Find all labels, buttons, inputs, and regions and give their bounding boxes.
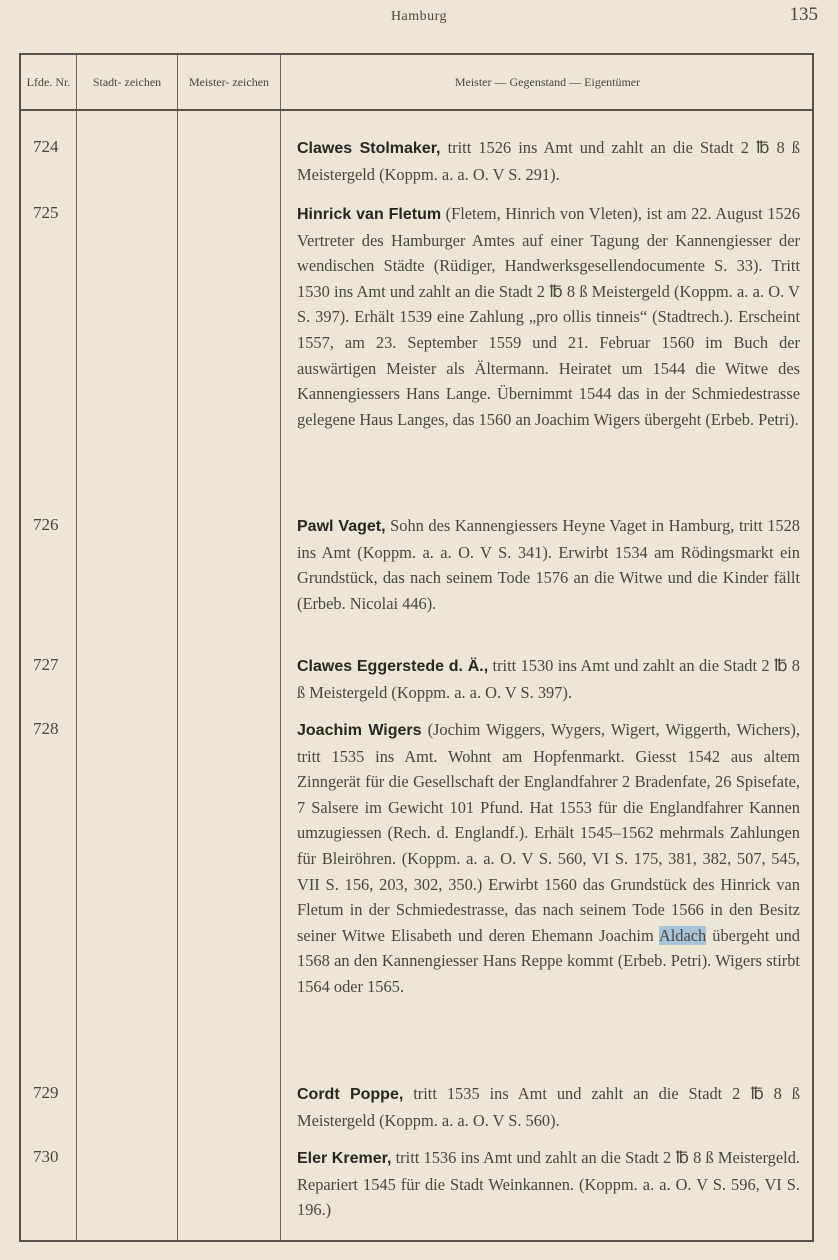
master-name: Eler Kremer, bbox=[297, 1150, 392, 1167]
highlighted-word[interactable]: Aldach bbox=[658, 925, 707, 945]
page-number: 135 bbox=[789, 4, 818, 25]
entry-text bbox=[297, 717, 800, 1000]
table-frame bbox=[19, 53, 814, 1242]
header-stadtzeichen: Stadt- zeichen bbox=[92, 74, 162, 89]
entry-number: 726 bbox=[33, 515, 59, 534]
entry-body: tritt 1536 ins Amt und zahlt an die Stadt 2 ℔ 8 ß Meistergeld. Repariert 1545 für die Stadt Weinkannen. (Koppm. a. a. O. V S. 596, VI S. 196.) bbox=[297, 1148, 800, 1220]
entry-text bbox=[297, 513, 800, 616]
entry-text bbox=[297, 1081, 800, 1133]
entry-number: 730 bbox=[33, 1147, 59, 1166]
entry-text bbox=[297, 135, 800, 187]
entry-number: 727 bbox=[33, 655, 59, 674]
entry-body: Sohn des Kannengiessers Heyne Vaget in Hamburg, tritt 1528 ins Amt (Koppm. a. a. O. V S. 341). Erwirbt 1534 am Rödingsmarkt ein Grundstück, das nach seinem Tode 1576 an die Witwe und die Kinder fällt (Erbeb. Nicolai 446). bbox=[297, 516, 800, 613]
master-name: Hinrick van Fletum bbox=[297, 206, 442, 223]
entry-body: tritt 1530 ins Amt und zahlt an die Stadt 2 ℔ 8 ß Meistergeld (Koppm. a. a. O. V S. 397). bbox=[297, 656, 800, 702]
entry-number: 729 bbox=[33, 1083, 59, 1102]
master-name: Clawes Stolmaker, bbox=[297, 140, 441, 157]
entry-text bbox=[297, 653, 800, 705]
header-main: Meister — Gegenstand — Eigentümer bbox=[454, 74, 641, 89]
entry-body-continued: übergeht und 1568 an den Kannengiesser Hans Reppe kommt (Erbeb. Petri). Wigers stirbt 1564 oder 1565. bbox=[297, 925, 800, 996]
master-name: Pawl Vaget, bbox=[297, 518, 386, 535]
master-name: Clawes Eggerstede d. Ä., bbox=[297, 658, 489, 675]
column-divider bbox=[280, 55, 281, 1240]
entry-number: 725 bbox=[33, 203, 59, 222]
entry-body: (Jochim Wiggers, Wygers, Wigert, Wiggerth, Wichers), tritt 1535 ins Amt. Wohnt am Hopfenmarkt. Giesst 1542 aus altem Zinngerät für die Gesellschaft der Englandfahrer 2 Bradenfate, 26 Spisefate, 7 Salsere im Gewicht 101 Pfund. Hat 1553 für die Englandfahrer Kannen umzugiessen (Rech. d. Englandf.). Erhält 1545–1562 mehrmals Zahlungen für Bleiröhren. (Koppm. a. a. O. V S. 560, VI S. 175, 381, 382, 507, 545, VII S. 156, 203, 302, 350.) Erwirbt 1560 das Grundstück des Hinrick van Fletum in der Schmiedestrasse, das nach seinem Tode 1566 in den Besitz seiner Witwe Elisabeth und deren Ehemann Joachim bbox=[297, 720, 800, 945]
entry-body: tritt 1535 ins Amt und zahlt an die Stadt 2 ℔ 8 ß Meistergeld (Koppm. a. a. O. V S. 560). bbox=[297, 1084, 800, 1130]
column-divider bbox=[76, 55, 77, 1240]
master-name: Cordt Poppe, bbox=[297, 1086, 404, 1103]
entry-number: 728 bbox=[33, 719, 59, 738]
entry-body: tritt 1526 ins Amt und zahlt an die Stadt 2 ℔ 8 ß Meistergeld (Koppm. a. a. O. V S. 291). bbox=[297, 138, 800, 184]
table-header bbox=[21, 55, 812, 111]
master-name: Joachim Wigers bbox=[297, 722, 422, 739]
entry-body: (Fletem, Hinrich von Vleten), ist am 22. August 1526 Vertreter des Hamburger Amtes auf einer Tagung der Kannengiesser der wendischen Städte (Rüdiger, Handwerksgesellendocumente S. 33). Tritt 1530 ins Amt und zahlt an die Stadt 2 ℔ 8 ß Meistergeld (Koppm. a. a. O. V S. 397). Erhält 1539 eine Zahlung „pro ollis tinneis“ (Stadtrech.). Erscheint 1557, am 23. September 1559 und 21. Februar 1560 im Buch der auswärtigen Meister als Ältermann. Heiratet um 1544 die Witwe des Kannengiessers Hans Lange. Übernimmt 1544 das in der Schmiedestrasse gelegene Haus Langes, das 1560 an Joachim Wigers übergeht (Erbeb. Petri). bbox=[297, 204, 800, 429]
entry-text bbox=[297, 1145, 800, 1223]
entry-number: 724 bbox=[33, 137, 59, 156]
column-divider bbox=[177, 55, 178, 1240]
header-meisterzeichen: Meister- zeichen bbox=[188, 74, 270, 89]
header-nr: Lfde. Nr. bbox=[26, 74, 71, 89]
entry-text bbox=[297, 201, 800, 432]
page-title: Hamburg bbox=[390, 9, 448, 24]
